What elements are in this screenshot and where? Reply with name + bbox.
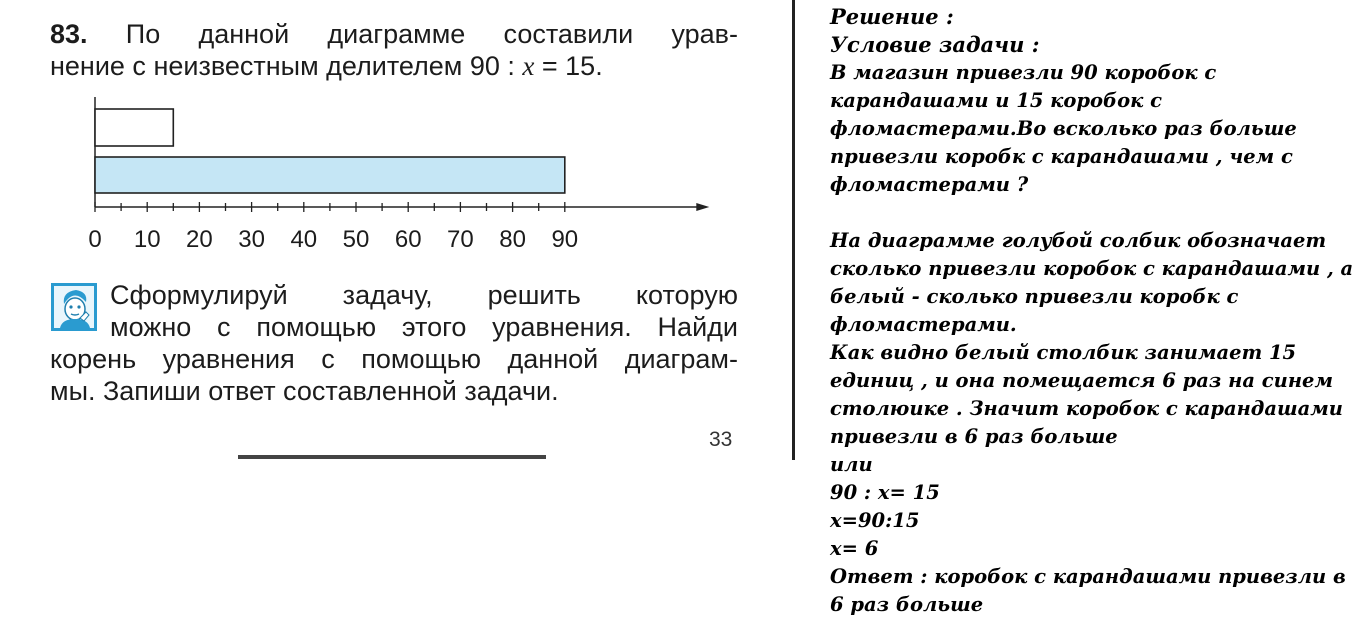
tick-label-20: 20	[186, 226, 213, 253]
solution-line: привезли коробк с карандашами , чем с	[830, 145, 1293, 168]
answer-line: 6 раз больше	[830, 593, 984, 616]
solution-line: карандашами и 15 коробок с	[830, 89, 1162, 112]
answer-line: Ответ : коробок с карандашами привезли в	[830, 565, 1346, 588]
solution-line: Как видно белый столбик занимает 15	[830, 341, 1297, 364]
solution-line: или	[830, 453, 873, 476]
solution-line: столюике . Значит коробок с карандашами	[830, 397, 1343, 420]
task-line-1	[50, 18, 738, 50]
equation-line: х=90:15	[830, 509, 920, 532]
thinking-boy-icon	[50, 282, 98, 332]
solution-line: фломастерами.	[830, 313, 1017, 336]
page-footer-rule	[238, 455, 546, 459]
solution-heading: Решение :	[830, 4, 954, 29]
solution-line: В магазин привезли 90 коробок с	[830, 61, 1217, 84]
solution-blank-line	[830, 199, 1355, 227]
task-number: 83.	[50, 19, 88, 49]
tick-label-30: 30	[238, 226, 265, 253]
equation-line: х= 6	[830, 537, 879, 560]
solution-line: привезли в 6 раз больше	[830, 425, 1118, 448]
tick-label-40: 40	[290, 226, 318, 253]
tick-label-60: 60	[394, 226, 422, 253]
task-text-line-2b: = 15.	[534, 51, 603, 81]
task-text-line-1: По данной диаграмме составили урав-	[125, 19, 738, 49]
solution-line: белый - сколько привезли коробк с	[830, 285, 1239, 308]
tick-label-50: 50	[342, 226, 370, 253]
instruction-line-2: можно с помощью этого уравнения. Найди	[110, 312, 738, 342]
task-text-line-2a: нение с неизвестным делителем 90 :	[50, 51, 523, 81]
tick-label-70: 70	[447, 226, 474, 253]
tick-label-80: 80	[499, 226, 526, 253]
solution-line: На диаграмме голубой солбик обозначает	[830, 229, 1327, 252]
bar-diagram	[60, 92, 720, 262]
solution-line: сколько привезли коробок с карандашами , а	[830, 257, 1354, 280]
solution-panel	[830, 3, 1355, 619]
page-number: 33	[709, 428, 733, 451]
solution-line: единиц , и она помещается 6 раз на синем	[830, 369, 1333, 392]
solution-line: фломастерами ?	[830, 173, 1029, 196]
tick-label-10: 10	[133, 226, 161, 253]
vertical-divider	[792, 0, 795, 460]
instruction-line-4: мы. Запиши ответ составленной задачи.	[50, 376, 559, 406]
task-line-2	[50, 50, 603, 82]
bar-15	[95, 109, 173, 146]
instruction-line-1: Сформулируй задачу, решить которую	[110, 280, 738, 310]
solution-line: фломастерами.Во всколько раз больше	[830, 117, 1297, 140]
equation-line: 90 : х= 15	[830, 481, 940, 504]
condition-heading: Условие задачи :	[830, 32, 1040, 57]
x-axis-arrow	[696, 203, 709, 211]
bar-90	[95, 157, 565, 193]
instruction-line-3: корень уравнения с помощью данной диаграм-	[50, 344, 738, 374]
equation-variable: x	[522, 51, 535, 81]
tick-label-0: 0	[88, 226, 102, 253]
tick-label-90: 90	[551, 226, 579, 253]
